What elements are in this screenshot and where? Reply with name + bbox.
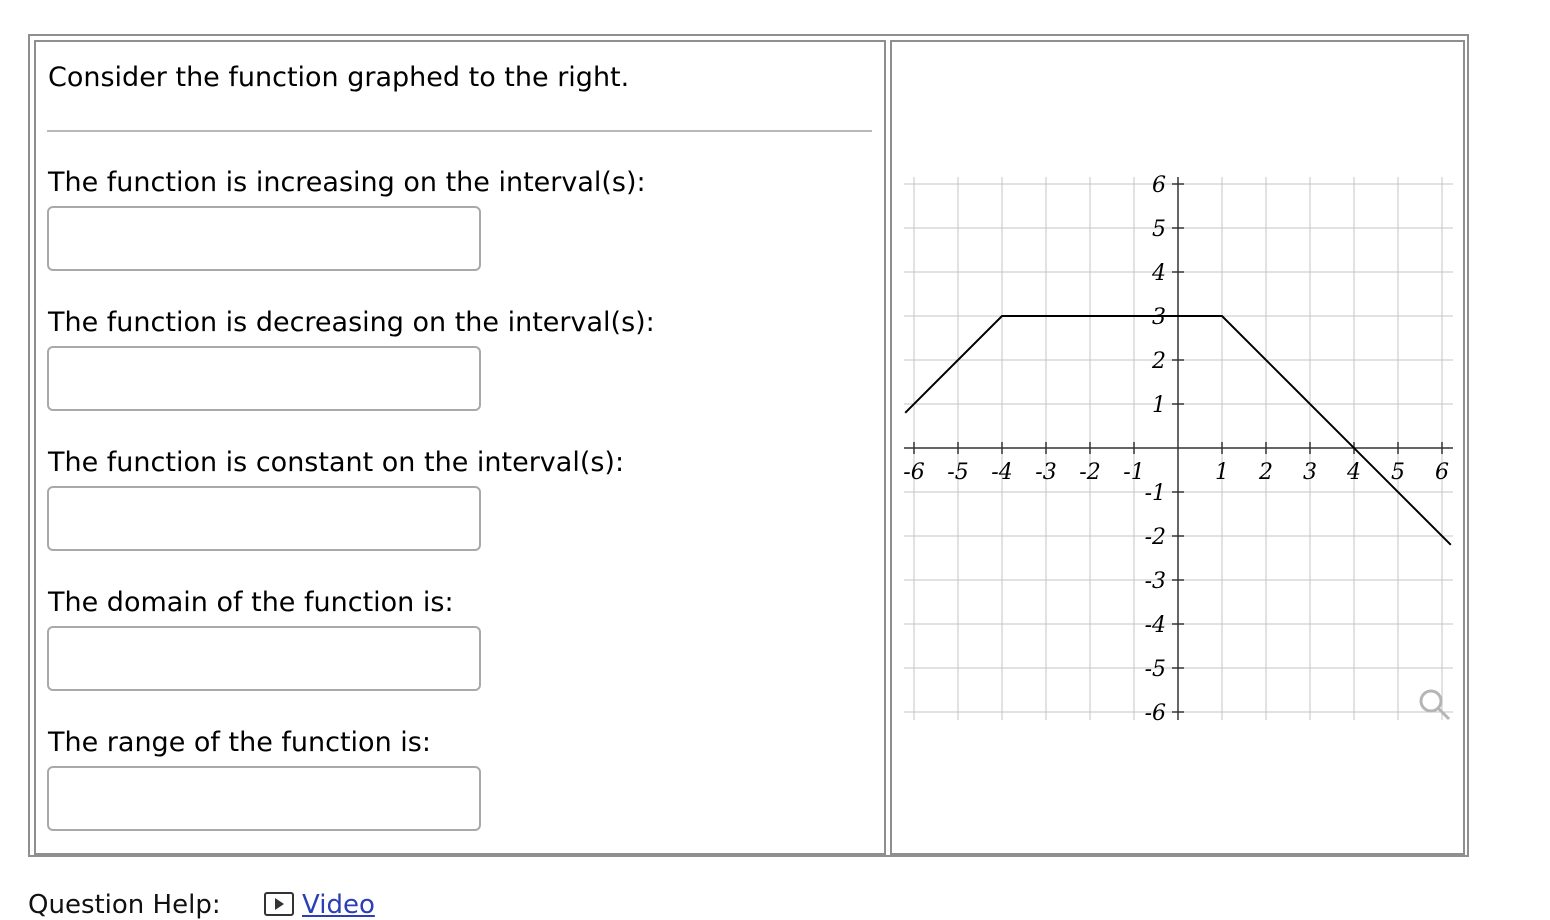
x-tick-label: -4 [991, 460, 1013, 485]
x-tick-label: -1 [1123, 460, 1145, 485]
question-help-label: Question Help: [28, 890, 221, 920]
x-tick-label: 6 [1435, 460, 1449, 485]
constant-label: The function is constant on the interval(s): [48, 447, 625, 478]
y-tick-label: -4 [1144, 613, 1166, 638]
y-tick-label: 5 [1152, 217, 1166, 242]
axes [904, 177, 1453, 720]
x-tick-label: -3 [1035, 460, 1057, 485]
video-link-label: Video [302, 890, 375, 920]
y-tick-label: -1 [1144, 481, 1166, 506]
x-tick-label: -2 [1079, 460, 1101, 485]
x-tick-label: 4 [1347, 460, 1361, 485]
x-tick-label: 1 [1215, 460, 1229, 485]
x-tick-label: 3 [1303, 460, 1317, 485]
x-tick-label: -5 [947, 460, 969, 485]
increasing-label: The function is increasing on the interval(s): [48, 167, 646, 198]
y-tick-label: 4 [1152, 261, 1166, 286]
video-icon [264, 892, 294, 916]
decreasing-label: The function is decreasing on the interval(s): [48, 307, 655, 338]
prompt-text: Consider the function graphed to the right. [48, 62, 630, 93]
x-tick-label: 2 [1259, 460, 1273, 485]
y-tick-label: -2 [1144, 525, 1166, 550]
range-label: The range of the function is: [48, 727, 431, 758]
x-tick-label: -6 [903, 460, 925, 485]
y-tick-label: -3 [1144, 569, 1166, 594]
tick-labels [903, 173, 1449, 726]
y-tick-label: -6 [1144, 701, 1166, 726]
magnifier-icon[interactable] [1421, 691, 1449, 719]
domain-label: The domain of the function is: [48, 587, 454, 618]
y-tick-label: 3 [1152, 305, 1166, 330]
x-tick-label: 5 [1391, 460, 1405, 485]
y-tick-label: 6 [1152, 173, 1166, 198]
y-tick-label: 1 [1152, 393, 1166, 418]
y-tick-label: -5 [1144, 657, 1166, 682]
y-tick-label: 2 [1152, 349, 1166, 374]
